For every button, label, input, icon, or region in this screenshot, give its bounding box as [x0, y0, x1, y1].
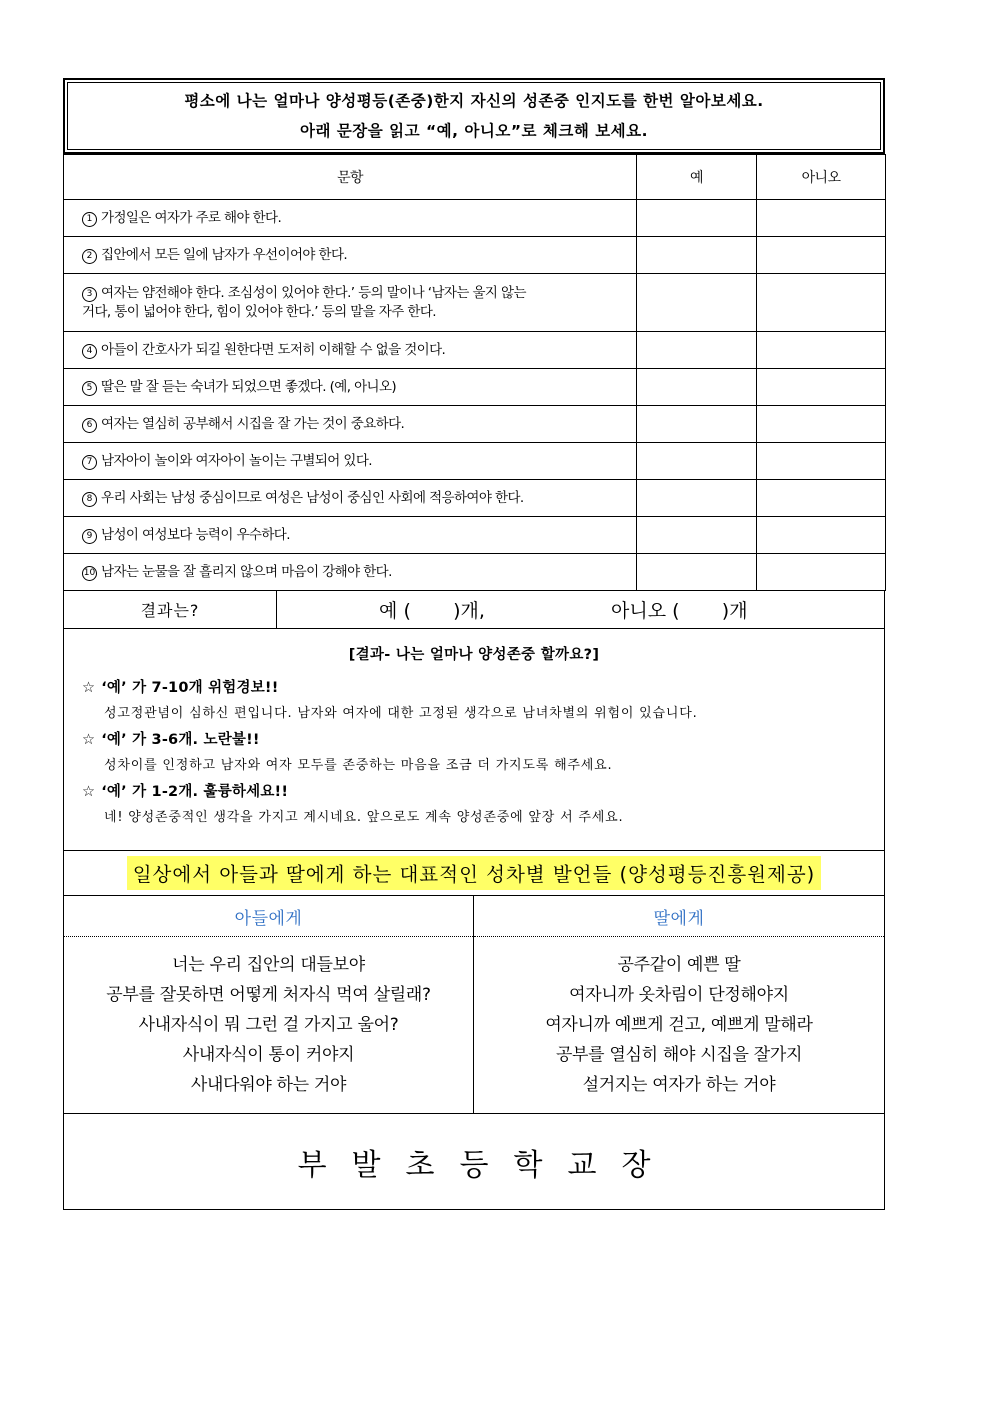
item-statement: 가정일은 여자가 주로 해야 한다.	[101, 209, 282, 226]
item-number-circle: 10	[82, 566, 97, 581]
result-entry	[82, 676, 866, 721]
instructions-line-2: 아래 문장을 읽고 “예, 아니오”로 체크해 보세요.	[299, 122, 649, 140]
column-header-item: 문항	[64, 155, 637, 200]
result-no-count[interactable]: 아니오 ( )개	[611, 600, 748, 622]
survey-item-row	[64, 237, 886, 274]
no-check-cell[interactable]	[757, 200, 886, 237]
item-statement: 여자는 얌전해야 한다. 조심성이 있어야 한다.’ 등의 말이나 ‘남자는 울지 않는	[101, 284, 526, 301]
item-number-circle: 1	[82, 212, 97, 227]
result-count-row	[63, 591, 885, 629]
yes-check-cell[interactable]	[637, 200, 757, 237]
survey-item-row	[64, 443, 886, 480]
daughter-remark: 공부를 열심히 해야 시집을 잘가지	[555, 1045, 803, 1065]
daughter-remark: 여자니까 예쁘게 걷고, 예쁘게 말해라	[545, 1015, 813, 1035]
no-check-cell[interactable]	[757, 480, 886, 517]
survey-item-row	[64, 517, 886, 554]
item-number-circle: 7	[82, 455, 97, 470]
result-entry	[82, 728, 866, 773]
yes-check-cell[interactable]	[637, 332, 757, 369]
school-principal-signature: 부발초등학교장	[63, 1114, 885, 1210]
results-title: [결과- 나는 얼마나 양성존중 할까요?]	[348, 647, 600, 663]
yes-check-cell[interactable]	[637, 480, 757, 517]
survey-item-row	[64, 274, 886, 332]
son-remark: 사내자식이 통이 커야지	[182, 1045, 355, 1065]
result-description: 성차이를 인정하고 남자와 여자 모두를 존중하는 마음을 조금 더 가지도록 해주세요.	[104, 758, 613, 773]
no-check-cell[interactable]	[757, 554, 886, 591]
item-statement: 남성이 여성보다 능력이 우수하다.	[101, 526, 290, 543]
survey-item-row	[64, 332, 886, 369]
item-statement: 우리 사회는 남성 중심이므로 여성은 남성이 중심인 사회에 적응하여야 한다.	[101, 489, 524, 506]
survey-item-text	[64, 480, 637, 517]
item-number-circle: 2	[82, 249, 97, 264]
item-number-circle: 8	[82, 492, 97, 507]
item-statement: 집안에서 모든 일에 남자가 우선이어야 한다.	[101, 246, 348, 263]
no-check-cell[interactable]	[757, 274, 886, 332]
survey-item-row	[64, 480, 886, 517]
star-icon: ☆	[82, 680, 96, 696]
no-check-cell[interactable]	[757, 332, 886, 369]
result-heading-text: ‘예’ 가 1-2개. 훌륭하세요!!	[101, 784, 289, 800]
yes-check-cell[interactable]	[637, 443, 757, 480]
result-entry	[82, 780, 866, 825]
daughter-header: 딸에게	[474, 896, 884, 937]
no-check-cell[interactable]	[757, 443, 886, 480]
no-check-cell[interactable]	[757, 406, 886, 443]
item-statement: 남자는 눈물을 잘 흘리지 않으며 마음이 강해야 한다.	[101, 563, 392, 580]
yes-check-cell[interactable]	[637, 274, 757, 332]
survey-item-text	[64, 200, 637, 237]
daughter-remark: 여자니까 옷차림이 단정해야지	[569, 985, 789, 1005]
son-remarks	[64, 937, 473, 1113]
yes-check-cell[interactable]	[637, 554, 757, 591]
daughter-remarks	[474, 937, 884, 1113]
survey-items	[64, 200, 886, 591]
item-statement: 여자는 열심히 공부해서 시집을 잘 가는 것이 중요하다.	[101, 415, 405, 432]
result-description: 성고정관념이 심하신 편입니다. 남자와 여자에 대한 고정된 생각으로 남녀차별의 위험이 있습니다.	[104, 706, 698, 721]
son-header: 아들에게	[64, 896, 473, 937]
instructions-header-inner	[67, 82, 881, 150]
survey-table-header	[64, 155, 886, 200]
survey-item-text	[64, 517, 637, 554]
column-header-yes: 예	[637, 155, 757, 200]
instructions-header	[63, 78, 885, 154]
item-statement: 딸은 말 잘 듣는 숙녀가 되었으면 좋겠다. (예, 아니오)	[101, 378, 397, 395]
daughter-column	[474, 896, 884, 1113]
star-icon: ☆	[82, 732, 96, 748]
son-remark: 너는 우리 집안의 대들보야	[172, 955, 365, 975]
star-icon: ☆	[82, 784, 96, 800]
column-header-no: 아니오	[757, 155, 886, 200]
result-heading-text: ‘예’ 가 7-10개 위험경보!!	[101, 680, 279, 696]
no-check-cell[interactable]	[757, 237, 886, 274]
yes-check-cell[interactable]	[637, 406, 757, 443]
son-remark: 사내자식이 뭐 그런 걸 가지고 울어?	[138, 1015, 399, 1035]
banner-text: 일상에서 아들과 딸에게 하는 대표적인 성차별 발언들 (양성평등진흥원제공)	[127, 856, 822, 890]
result-heading-text: ‘예’ 가 3-6개. 노란불!!	[101, 732, 260, 748]
survey-item-text	[64, 443, 637, 480]
results-interpretation	[63, 629, 885, 851]
item-statement-cont: 거다, 통이 넓어야 한다, 힘이 있어야 한다.’ 등의 말을 자주 한다.	[82, 303, 436, 320]
result-label: 결과는?	[64, 591, 277, 628]
item-number-circle: 9	[82, 529, 97, 544]
result-heading	[82, 780, 866, 801]
no-check-cell[interactable]	[757, 517, 886, 554]
item-number-circle: 4	[82, 344, 97, 359]
son-remark: 사내다워야 하는 거야	[190, 1075, 347, 1095]
yes-check-cell[interactable]	[637, 517, 757, 554]
survey-sheet	[63, 78, 885, 1210]
survey-item-text	[64, 332, 637, 369]
item-number-circle: 6	[82, 418, 97, 433]
sexist-remarks-banner	[63, 851, 885, 895]
survey-item-text	[64, 554, 637, 591]
no-check-cell[interactable]	[757, 369, 886, 406]
son-remark: 공부를 잘못하면 어떻게 처자식 먹여 살릴래?	[106, 985, 431, 1005]
survey-item-row	[64, 554, 886, 591]
survey-table	[63, 154, 886, 591]
item-statement: 아들이 간호사가 되길 원한다면 도저히 이해할 수 없을 것이다.	[101, 341, 446, 358]
instructions-line-1: 평소에 나는 얼마나 양성평등(존중)한지 자신의 성존중 인지도를 한번 알아보세요.	[184, 92, 764, 110]
son-column	[64, 896, 474, 1113]
result-description: 네! 양성존중적인 생각을 가지고 계시네요. 앞으로도 계속 양성존중에 앞장 서 주세요.	[104, 810, 624, 825]
son-daughter-table	[63, 895, 885, 1114]
result-heading	[82, 728, 866, 749]
survey-item-row	[64, 406, 886, 443]
result-yes-count[interactable]: 예 ( )개,	[379, 600, 485, 622]
yes-check-cell[interactable]	[637, 369, 757, 406]
daughter-remark: 공주같이 예쁜 딸	[617, 955, 741, 975]
survey-item-row	[64, 369, 886, 406]
yes-check-cell[interactable]	[637, 237, 757, 274]
item-number-circle: 3	[82, 287, 97, 302]
survey-item-text	[64, 274, 637, 332]
survey-item-text	[64, 406, 637, 443]
daughter-remark: 설거지는 여자가 하는 거야	[582, 1075, 776, 1095]
item-number-circle: 5	[82, 381, 97, 396]
result-heading	[82, 676, 866, 697]
survey-item-text	[64, 369, 637, 406]
survey-item-row	[64, 200, 886, 237]
item-statement: 남자아이 놀이와 여자아이 놀이는 구별되어 있다.	[101, 452, 372, 469]
survey-item-text	[64, 237, 637, 274]
